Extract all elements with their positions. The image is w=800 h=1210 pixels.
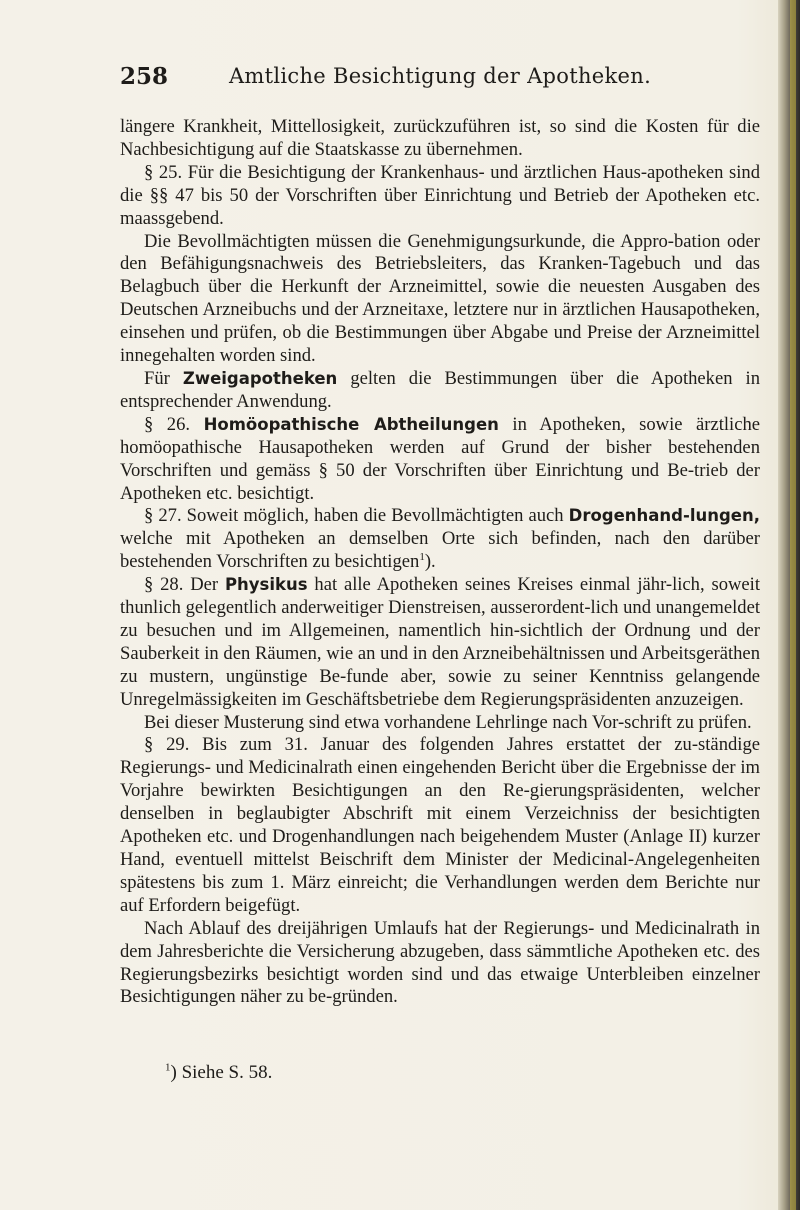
p6-text-d: ).	[424, 551, 436, 573]
paragraph-4	[120, 368, 760, 414]
paragraph-1: längere Krankheit, Mittellosigkeit, zurückzuführen ist, so sind die Kosten für die Nachbesichtigung auf die Staatskasse zu übernehmen.	[120, 116, 760, 160]
term-homoeopathische-abtheilungen: Homöopathische Abtheilungen	[203, 414, 499, 434]
paragraph-6	[120, 505, 760, 574]
p4-text-a: Für	[144, 367, 183, 389]
paragraph-3: Die Bevollmächtigten müssen die Genehmigungsurkunde, die Appro-bation oder den Befähigungsnachweis des Betriebsleiters, das Kranken-Tagebuch und das Belagbuch über die Herkunft der Arzneimittel, sowie die neuesten Ausgaben des Deutschen Arzneibuchs und der Arzneitaxe, letztere nur in ärztlichen Hausapotheken, einsehen und prüfen, ob die Bestimmungen über Abgabe und Preise der Arzneimittel innegehalten worden sind.	[120, 230, 760, 367]
footnote-reference[interactable]: 1	[419, 551, 425, 564]
book-spine-edge	[778, 0, 800, 1210]
term-zweigapotheken: Zweigapotheken	[182, 368, 338, 388]
paragraph-10: Nach Ablauf des dreijährigen Umlaufs hat der Regierungs- und Medicinalrath in dem Jahresberichte die Versicherung abzugeben, dass sämmtliche Apotheken etc. des Regierungsbezirks besichtigt worden sind und das etwaige Unterbleiben einzelner Besichtigungen näher zu be-gründen.	[120, 917, 760, 1008]
body-text	[120, 116, 760, 1009]
p6-text-a: § 27. Soweit möglich, haben die Bevollmächtigten auch	[144, 505, 569, 527]
paragraph-7	[120, 574, 760, 711]
running-title: Amtliche Besichtigung der Apotheken.	[228, 64, 652, 88]
p5-text-c: in Apotheken, sowie ärztliche homöopathische Hausapotheken werden auf Grund der bisher bestehenden Vorschriften und gemäss § 50 der Vorschriften über Einrichtung und Be-trieb der Apotheken etc. besichtigt.	[120, 413, 760, 504]
p4-text-c: gelten die Bestimmungen über die Apotheken in entsprechender Anwendung.	[120, 367, 760, 412]
page-number: 258	[120, 63, 169, 90]
paragraph-2: § 25. Für die Besichtigung der Krankenhaus- und ärztlichen Haus-apotheken sind die §§ 47 bis 50 der Vorschriften über Einrichtung und Betrieb der Apotheken etc. maassgebend.	[120, 161, 760, 229]
footnote	[165, 1062, 272, 1084]
p6-text-c: welche mit Apotheken an demselben Orte sich befinden, nach den darüber bestehenden Vorschriften zu besichtigen	[120, 528, 760, 573]
paragraph-8: Bei dieser Musterung sind etwa vorhandene Lehrlinge nach Vor-schrift zu prüfen.	[144, 711, 752, 733]
p7-text-a: § 28. Der	[144, 574, 225, 596]
paragraph-5	[120, 414, 760, 506]
term-drogenhandlungen: Drogenhand-lungen,	[568, 506, 760, 526]
page-header	[120, 63, 760, 97]
p7-text-c: hat alle Apotheken seines Kreises einmal jähr-lich, soweit thunlich gelegentlich anderweitiger Dienstreisen, ausserordent-lich und unangemeldet zu besuchen und im Allgemeinen, namentlich hin-sichtlich der Ordnung und der Sauberkeit in den Räumen, wie an und in den Arzneibehältnissen und Arbeitsgeräthen zu mustern, ungünstige Be-funde aber, sowie zu seiner Kenntniss gelangende Unregelmässigkeiten im Geschäftsbetriebe dem Regierungspräsidenten anzuzeigen.	[120, 574, 760, 710]
paragraph-9: § 29. Bis zum 31. Januar des folgenden Jahres erstattet der zu-ständige Regierungs- und Medicinalrath einen eingehenden Bericht über die Ergebnisse der im Vorjahre bewirkten Besichtigungen an den Re-gierungspräsidenten, welcher denselben in beglaubigter Abschrift mit einem Verzeichniss der besichtigten Apotheken etc. und Drogenhandlungen nach beigehendem Muster (Anlage II) kurzer Hand, eventuell mittelst Beischrift dem Minister der Medicinal-Angelegenheiten spätestens bis zum 1. März einreicht; die Verhandlungen werden dem Berichte nur auf Erfordern beigefügt.	[120, 734, 760, 916]
term-physikus: Physikus	[224, 575, 308, 595]
p5-text-a: § 26.	[144, 413, 204, 435]
footnote-marker: 1	[165, 1061, 171, 1074]
footnote-text: ) Siehe S. 58.	[170, 1062, 273, 1083]
